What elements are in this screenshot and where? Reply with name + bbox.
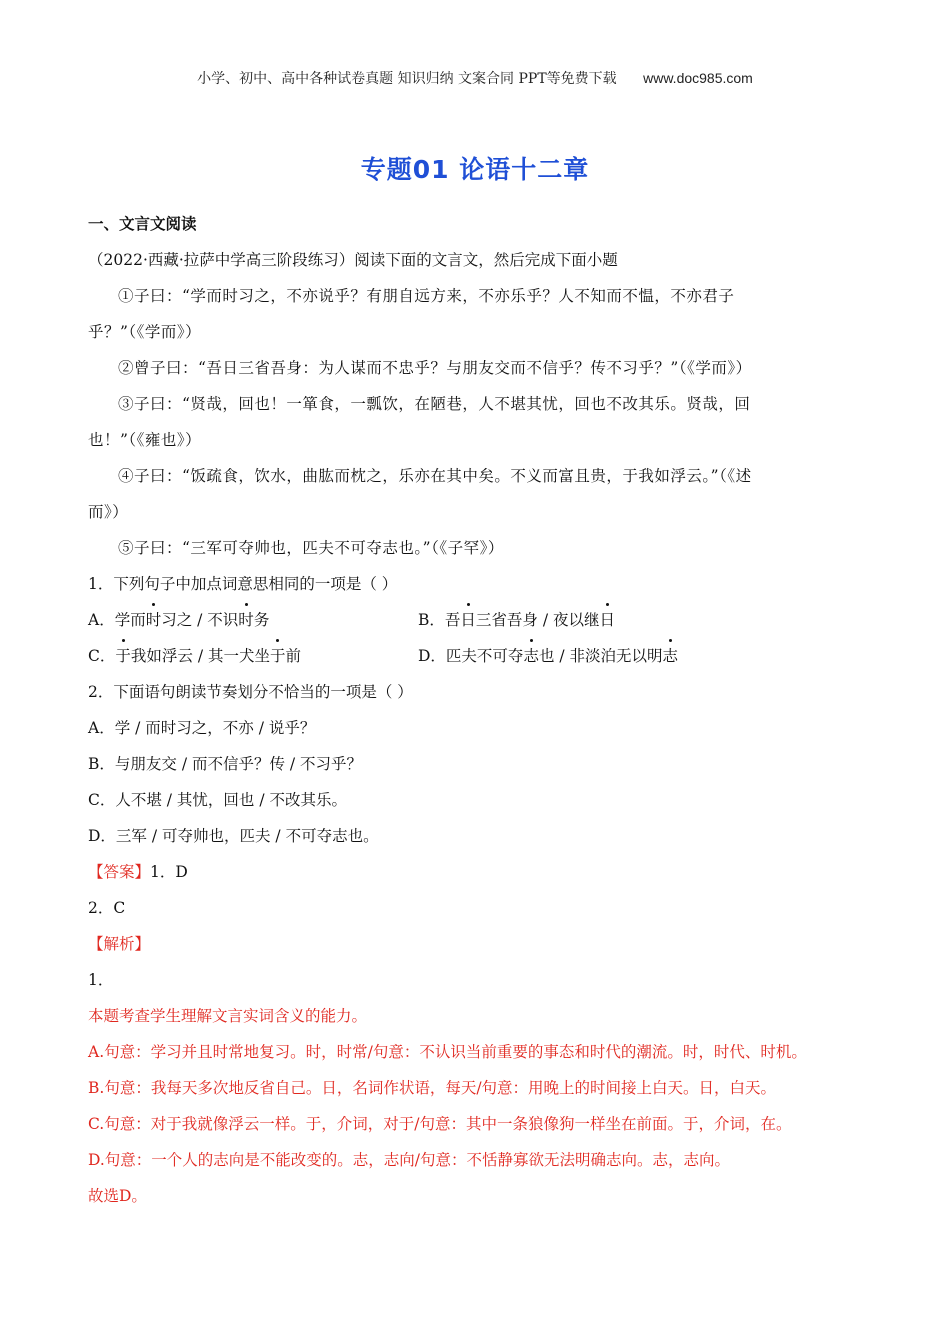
dotted-word: 于 xyxy=(270,642,286,670)
answer-line xyxy=(88,858,878,894)
option-text: D．匹夫不可夺 xyxy=(418,647,524,665)
document-body xyxy=(88,210,878,1218)
dotted-word: 于 xyxy=(115,642,131,670)
q2-option-b: B．与朋友交 / 而不信乎？传 / 不习乎？ xyxy=(88,755,363,773)
q1-option-b xyxy=(418,606,615,642)
passage-line: ④子曰：“饭疏食，饮水，曲肱而枕之，乐亦在其中矣。不义而富且贵，于我如浮云。”（《述 xyxy=(118,467,752,485)
dotted-word: 日 xyxy=(460,606,476,634)
question-1-options-row xyxy=(88,606,878,642)
dotted-word: 时 xyxy=(238,606,254,634)
analysis-line: 故选D。 xyxy=(88,1187,147,1205)
answer-label: 【答案】 xyxy=(88,863,151,881)
section-heading: 一、文言文阅读 xyxy=(88,214,197,233)
q1-option-c xyxy=(88,642,418,678)
option-text: 务 xyxy=(253,611,270,629)
option-text: A．学而 xyxy=(88,611,146,629)
option-text: 也 / 非淡泊无以明 xyxy=(538,647,663,665)
analysis-line: D.句意：一个人的志向是不能改变的。志，志向/句意：不恬静寡欲无法明确志向。志，志向。 xyxy=(88,1151,731,1169)
analysis-line: A.句意：学习并且时常地复习。时，时常/句意：不认识当前重要的事态和时代的潮流。时，时代、时机。 xyxy=(88,1043,807,1061)
dotted-word: 志 xyxy=(523,642,539,670)
header-text: 小学、初中、高中各种试卷真题 知识归纳 文案合同 PPT等免费下载 xyxy=(197,71,617,87)
option-text: 我如浮云 / 其一犬坐 xyxy=(130,647,270,665)
option-text: 习之 / 不识 xyxy=(161,611,239,629)
passage-line: 也！”（《雍也》） xyxy=(88,431,202,449)
option-text: 前 xyxy=(285,647,301,665)
option-text: B．吾 xyxy=(418,611,461,629)
analysis-line: B.句意：我每天多次地反省自己。日，名词作状语，每天/句意：用晚上的时间接上白天。日，白天。 xyxy=(88,1079,777,1097)
q2-option-c: C．人不堪 / 其忧，回也 / 不改其乐。 xyxy=(88,791,348,809)
option-text: C． xyxy=(88,647,116,665)
dotted-word: 日 xyxy=(599,606,615,634)
passage-line: 而》） xyxy=(88,503,129,521)
page-header xyxy=(0,68,950,88)
dotted-word: 时 xyxy=(146,606,162,634)
answer-1: 1．D xyxy=(150,863,188,881)
analysis-number: 1． xyxy=(88,971,114,989)
analysis-line: C.句意：对于我就像浮云一样。于，介词，对于/句意：其中一条狼像狗一样坐在前面。于，介词，在。 xyxy=(88,1115,792,1133)
passage-line: ②曾子曰：“吾日三省吾身：为人谋而不忠乎？与朋友交而不信乎？传不习乎？”（《学而》） xyxy=(118,359,752,377)
question-1-stem: 1．下列句子中加点词意思相同的一项是（ ） xyxy=(88,575,398,593)
passage-line: ③子曰：“贤哉，回也！一箪食，一瓢饮，在陋巷，人不堪其忧，回也不改其乐。贤哉，回 xyxy=(118,395,751,413)
analysis-line: 本题考查学生理解文言实词含义的能力。 xyxy=(88,1007,368,1025)
passage-line: 乎？”（《学而》） xyxy=(88,323,202,341)
passage-line: ①子曰：“学而时习之，不亦说乎？有朋自远方来，不亦乐乎？人不知而不愠，不亦君子 xyxy=(118,287,735,305)
q1-option-d xyxy=(418,642,678,678)
header-site-link[interactable]: www.doc985.com xyxy=(643,70,753,86)
q2-option-a: A．学 / 而时习之，不亦 / 说乎？ xyxy=(88,719,316,737)
question-2-stem: 2．下面语句朗读节奏划分不恰当的一项是（ ） xyxy=(88,683,413,701)
dotted-word: 志 xyxy=(663,642,679,670)
passage-line: ⑤子曰：“三军可夺帅也，匹夫不可夺志也。”（《子罕》） xyxy=(118,539,504,557)
option-text: 三省吾身 / 夜以继 xyxy=(475,611,600,629)
question-intro: （2022·西藏·拉萨中学高三阶段练习）阅读下面的文言文，然后完成下面小题 xyxy=(88,251,618,269)
question-1-options-row xyxy=(88,642,878,678)
answer-2: 2．C xyxy=(88,899,126,917)
q2-option-d: D．三军 / 可夺帅也，匹夫 / 不可夺志也。 xyxy=(88,827,379,845)
q1-option-a xyxy=(88,606,418,642)
analysis-label: 【解析】 xyxy=(88,935,151,953)
page-title: 专题01 论语十二章 xyxy=(360,155,590,184)
